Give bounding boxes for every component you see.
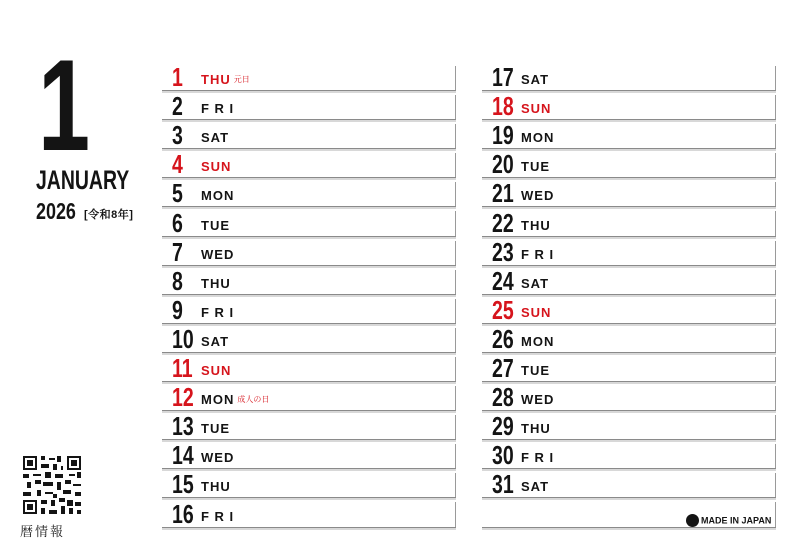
calendar-day-row [482, 295, 776, 324]
made-in-japan-text: MADE IN JAPAN [701, 515, 772, 526]
day-of-week [521, 160, 550, 173]
calendar-day-row [162, 353, 456, 382]
day-of-week-label: WED [521, 392, 555, 408]
day-of-week [521, 306, 551, 319]
day-of-week-label: MON [521, 130, 555, 146]
day-of-week-label: F R I [201, 304, 235, 320]
day-number: 28 [492, 382, 514, 413]
year: 2026 [36, 198, 76, 224]
day-of-week-label: F R I [201, 101, 235, 117]
day-number: 9 [172, 294, 183, 325]
day-number: 31 [492, 469, 514, 500]
calendar-day-row [482, 237, 776, 266]
day-of-week [201, 131, 229, 144]
calendar-day-row [482, 149, 776, 178]
era-label: [令和8年] [84, 209, 134, 221]
day-number: 22 [492, 207, 514, 238]
day-of-week-label: SAT [521, 72, 550, 88]
day-number: 13 [172, 411, 194, 442]
day-of-week [201, 510, 234, 523]
calendar-day-row [162, 411, 456, 440]
day-of-week-label: THU [201, 275, 231, 291]
calendar-day-row [482, 440, 776, 469]
day-number: 6 [172, 207, 183, 238]
day-number: 26 [492, 323, 514, 354]
day-of-week [201, 480, 231, 493]
day-of-week-label: WED [201, 246, 235, 262]
calendar-day-row [162, 382, 456, 411]
day-number: 15 [172, 469, 194, 500]
month-name: JANUARY [36, 165, 130, 195]
day-of-week-label: F R I [521, 450, 555, 466]
calendar-day-row [162, 120, 456, 149]
day-number: 24 [492, 265, 514, 296]
day-of-week-label: SUN [521, 304, 552, 320]
day-of-week [521, 102, 551, 115]
day-of-week [201, 102, 234, 115]
day-of-week [521, 73, 549, 86]
made-in-japan-mark [686, 514, 771, 527]
day-of-week [201, 335, 229, 348]
day-number: 2 [172, 91, 183, 122]
day-number: 17 [492, 62, 514, 93]
qr-code-icon[interactable] [23, 456, 81, 514]
day-of-week-label: SAT [201, 333, 230, 349]
day-of-week-label: THU [201, 479, 231, 495]
day-number: 29 [492, 411, 514, 442]
day-of-week-label: F R I [201, 508, 235, 524]
day-of-week [521, 335, 554, 348]
day-number: 30 [492, 440, 514, 471]
day-of-week [521, 189, 554, 202]
day-of-week [201, 219, 230, 232]
day-number: 5 [172, 178, 183, 209]
day-number: 23 [492, 236, 514, 267]
day-number: 11 [172, 353, 193, 384]
calendar-day-row [482, 353, 776, 382]
day-of-week [201, 364, 231, 377]
calendar-day-row [482, 120, 776, 149]
day-number: 18 [492, 91, 514, 122]
day-number: 12 [172, 382, 194, 413]
calendar-day-row [482, 382, 776, 411]
calendar-day-row [482, 324, 776, 353]
day-number: 14 [172, 440, 194, 471]
day-of-week [521, 480, 549, 493]
calendar-day-row [162, 469, 456, 498]
day-of-week-label: TUE [201, 421, 230, 437]
day-number: 16 [172, 498, 194, 529]
calendar-column-left [162, 62, 456, 528]
calendar-day-row [482, 469, 776, 498]
calendar-day-row [482, 91, 776, 120]
calendar-day-row [162, 149, 456, 178]
day-of-week [521, 277, 549, 290]
calendar-day-row [162, 440, 456, 469]
month-number: 1 [38, 32, 89, 178]
calendar-day-row [162, 237, 456, 266]
holiday-note: 成人の日 [237, 395, 270, 405]
day-number: 21 [492, 178, 514, 209]
day-of-week [521, 219, 551, 232]
day-number: 8 [172, 265, 183, 296]
day-of-week-label: SAT [521, 479, 550, 495]
day-of-week [201, 393, 269, 406]
day-of-week-label: WED [521, 188, 555, 204]
calendar-day-row [162, 498, 456, 527]
made-in-japan-icon [686, 514, 699, 527]
day-of-week [521, 393, 554, 406]
day-of-week-label: TUE [521, 363, 550, 379]
day-of-week [521, 248, 554, 261]
day-of-week [521, 131, 554, 144]
calendar-day-row [162, 207, 456, 236]
day-of-week-label: MON [201, 392, 235, 408]
day-number: 10 [172, 323, 194, 354]
day-number: 20 [492, 149, 514, 180]
day-of-week-label: TUE [201, 217, 230, 233]
day-of-week [521, 422, 551, 435]
day-of-week-label: THU [521, 217, 551, 233]
day-of-week-label: SAT [201, 130, 230, 146]
day-of-week-label: SUN [201, 159, 232, 175]
holiday-note: 元日 [233, 75, 250, 85]
calendar-day-row [162, 62, 456, 91]
day-number: 4 [172, 149, 183, 180]
day-of-week-label: THU [521, 421, 551, 437]
day-of-week [201, 73, 250, 86]
day-of-week-label: SAT [521, 275, 550, 291]
calendar-day-row [162, 324, 456, 353]
calendar-day-row [162, 295, 456, 324]
day-of-week [521, 364, 550, 377]
day-of-week [201, 306, 234, 319]
day-number: 7 [172, 236, 183, 267]
day-of-week [201, 189, 234, 202]
calendar-day-row [482, 266, 776, 295]
calendar-day-row [162, 178, 456, 207]
day-of-week-label: SUN [201, 363, 232, 379]
day-of-week-label: MON [201, 188, 235, 204]
day-of-week [201, 451, 234, 464]
calendar-day-row [482, 411, 776, 440]
day-of-week [201, 248, 234, 261]
day-of-week-label: SUN [521, 101, 552, 117]
calendar-day-row [482, 207, 776, 236]
calendar-day-row [162, 266, 456, 295]
day-of-week-label: TUE [521, 159, 550, 175]
year-line [36, 200, 133, 224]
calendar-day-row [482, 62, 776, 91]
day-number: 3 [172, 120, 183, 151]
day-number: 19 [492, 120, 514, 151]
day-of-week-label: F R I [521, 246, 555, 262]
day-of-week-label: WED [201, 450, 235, 466]
calendar-column-right [482, 62, 776, 528]
day-number: 25 [492, 294, 514, 325]
calendar-day-row [482, 178, 776, 207]
day-of-week-label: MON [521, 333, 555, 349]
day-of-week-label: THU [201, 72, 231, 88]
qr-label: 暦情報 [20, 524, 66, 539]
calendar-day-row [162, 91, 456, 120]
day-of-week [521, 451, 554, 464]
day-number: 27 [492, 353, 514, 384]
day-of-week [201, 277, 231, 290]
day-of-week [201, 160, 231, 173]
day-of-week [201, 422, 230, 435]
day-number: 1 [172, 62, 183, 93]
